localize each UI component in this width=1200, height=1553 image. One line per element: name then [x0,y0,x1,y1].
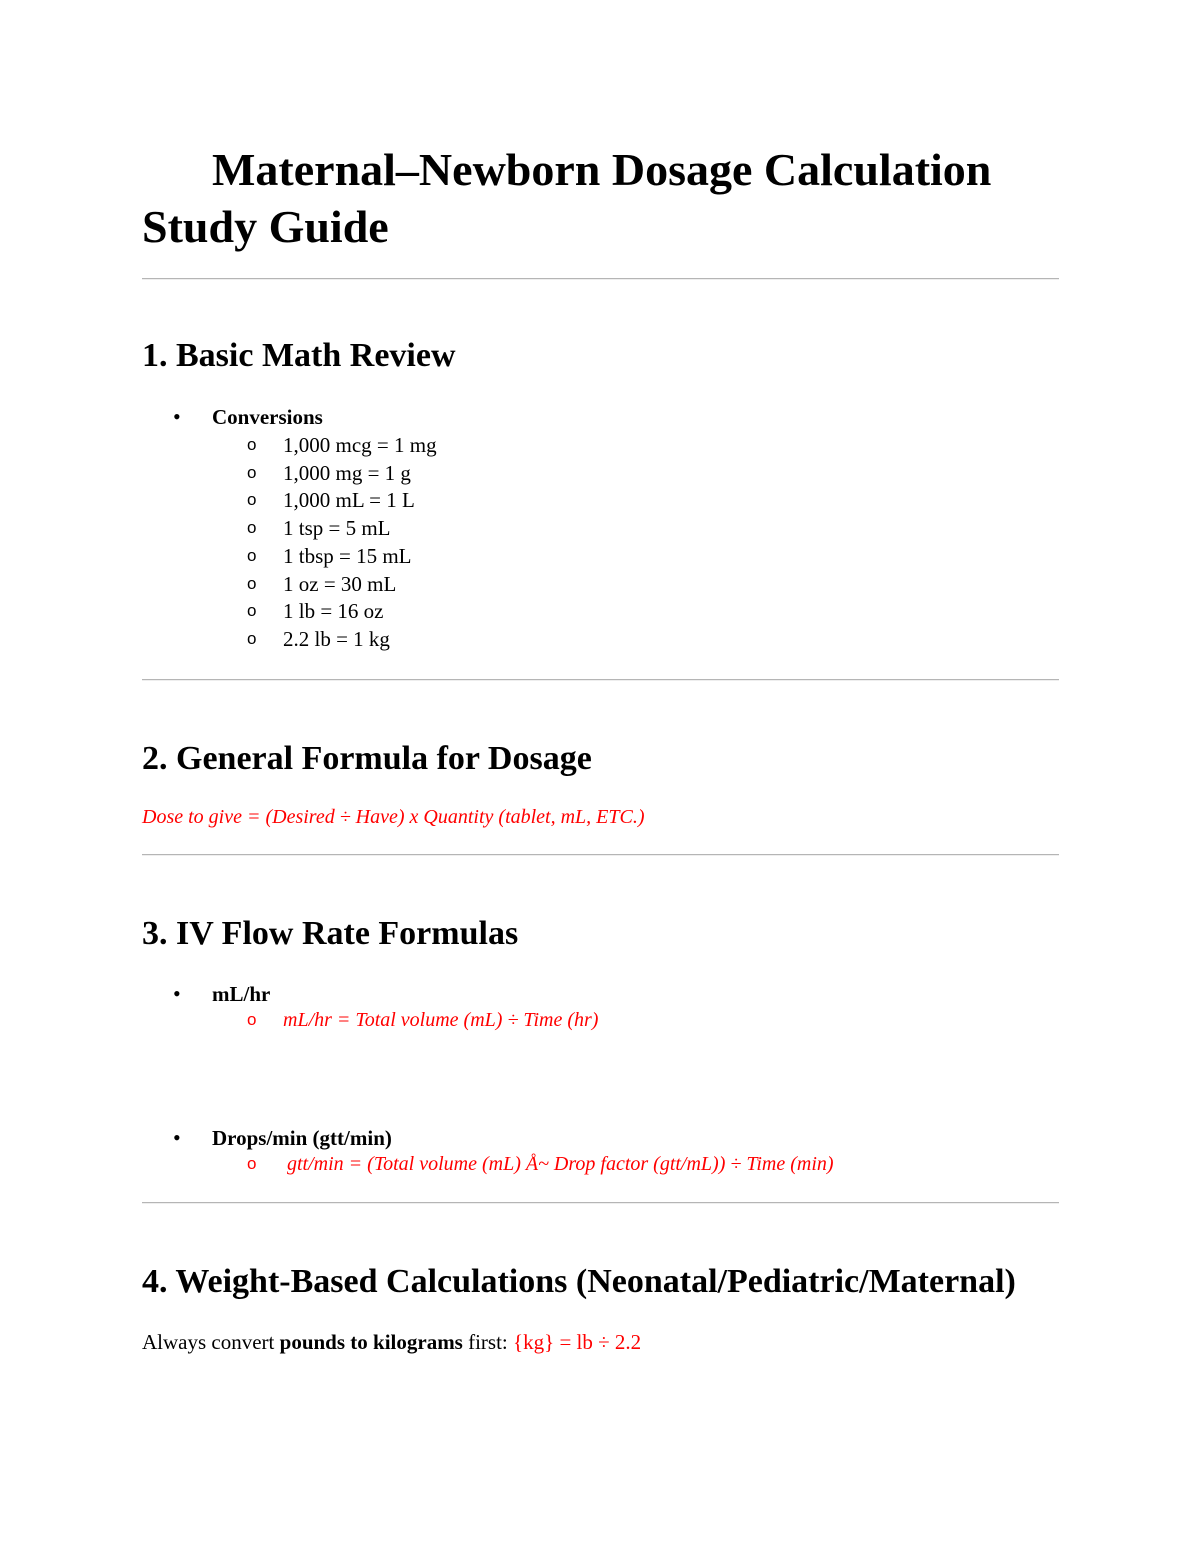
section-heading-basic-math: 1. Basic Math Review [142,337,456,374]
section-heading-iv-flow: 3. IV Flow Rate Formulas [142,915,519,952]
sub-bullet-icon: o [247,518,257,537]
gtt-min-formula: gtt/min = (Total volume (mL) Å~ Drop factor (gtt/mL)) ÷ Time (min) [287,1153,834,1175]
conversions-label: Conversions [212,405,323,429]
horizontal-rule [142,1202,1059,1204]
conversion-item: 1,000 mg = 1 g [283,461,411,485]
sub-bullet-icon: o [247,1154,257,1173]
bullet-icon: • [173,1125,181,1150]
conversion-item: 1 oz = 30 mL [283,572,397,596]
conversion-item: 1,000 mL = 1 L [283,488,415,512]
bullet-icon: • [173,981,181,1006]
section-heading-weight-based: 4. Weight-Based Calculations (Neonatal/Pediatric/Maternal) [142,1263,1016,1300]
sub-bullet-icon: o [247,601,257,620]
sub-bullet-icon: o [247,629,257,648]
conversion-item: 1,000 mcg = 1 mg [283,433,437,457]
text-after: first: [462,1330,514,1354]
sub-bullet-icon: o [247,546,257,565]
kg-formula: {kg} = lb ÷ 2.2 [513,1330,642,1354]
conversion-item: 1 lb = 16 oz [283,599,384,623]
sub-bullet-icon: o [247,463,257,482]
horizontal-rule [142,854,1059,856]
sub-bullet-icon: o [247,490,257,509]
ml-hr-formula: mL/hr = Total volume (mL) ÷ Time (hr) [283,1009,599,1031]
sub-bullet-icon: o [247,435,257,454]
document-title: Maternal–Newborn Dosage Calculation Study Guide [142,144,992,252]
sub-bullet-icon: o [247,1010,257,1029]
gtt-min-label: Drops/min (gtt/min) [212,1126,392,1150]
horizontal-rule [142,278,1059,280]
conversion-item: 1 tsp = 5 mL [283,516,391,540]
section-heading-general-formula: 2. General Formula for Dosage [142,740,592,777]
weight-conversion-text [142,1327,641,1357]
ml-hr-label: mL/hr [212,982,271,1006]
horizontal-rule [142,679,1059,681]
text-before: Always convert [142,1330,280,1354]
bullet-icon: • [173,404,181,429]
conversion-item: 1 tbsp = 15 mL [283,544,412,568]
dosage-formula: Dose to give = (Desired ÷ Have) x Quantity (tablet, mL, ETC.) [142,806,645,828]
conversion-item: 2.2 lb = 1 kg [283,627,390,651]
text-bold: pounds to kilograms [279,1330,463,1354]
sub-bullet-icon: o [247,574,257,593]
